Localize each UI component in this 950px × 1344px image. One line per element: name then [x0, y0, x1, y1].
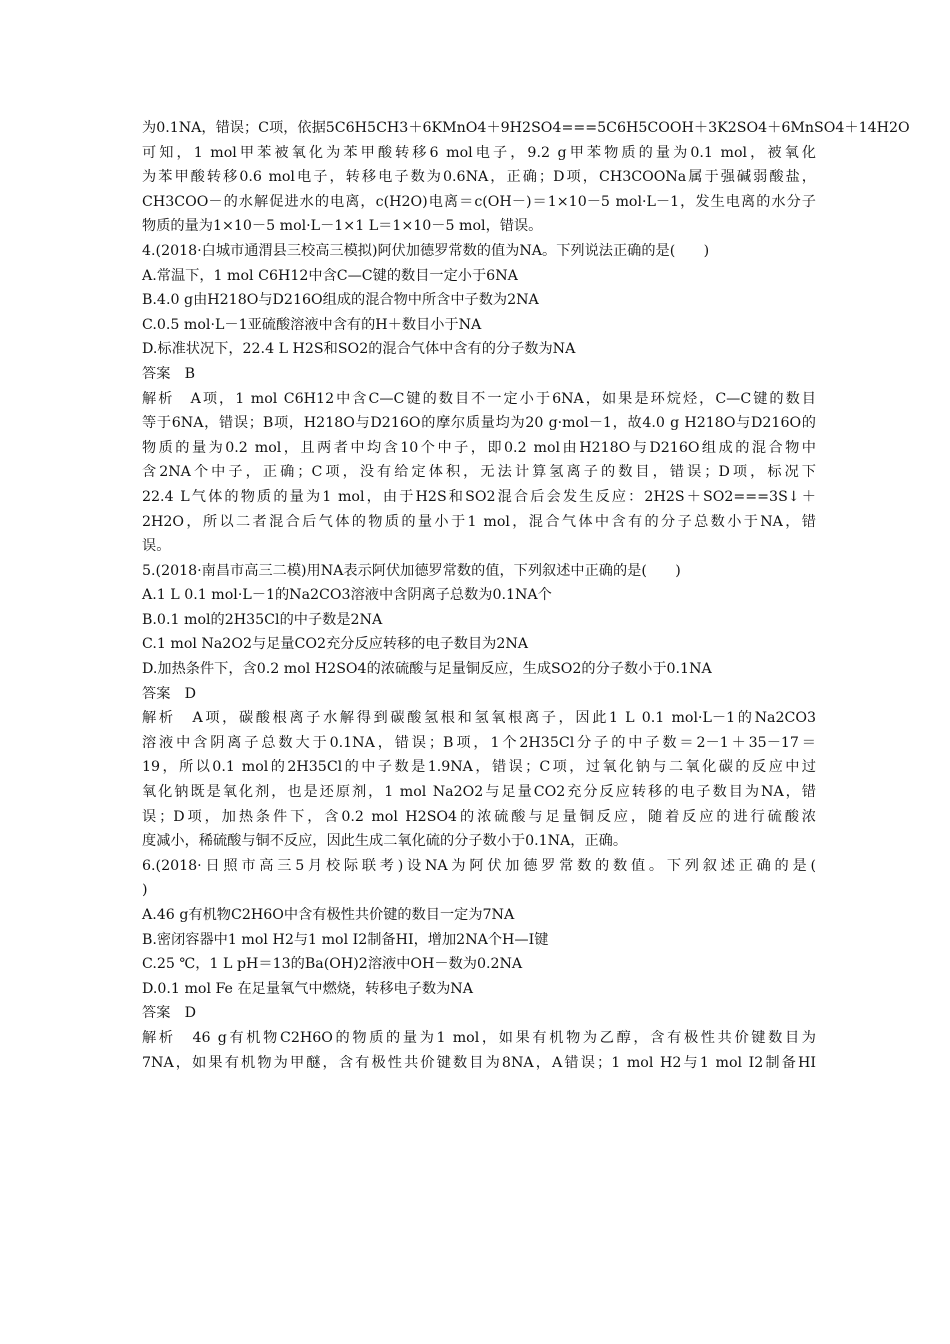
answer-line: 答案 D: [142, 685, 196, 702]
analysis-line: 溶液中含阴离子总数大于0.1NA，错误；B项，1个2H35Cl分子的中子数＝2－1＋35－17＝: [142, 734, 816, 751]
analysis-line: 等于6NA，错误；B项，H218O与D216O的摩尔质量均为20 g·mol－1，故4.0 g H218O与D216O的: [142, 415, 816, 432]
question-5-stem: 5.(2018·南昌市高三二模)用NA表示阿伏加德罗常数的值，下列叙述中正确的是( ): [142, 562, 681, 579]
analysis-line: 物质的量为0.2 mol，且两者中均含10个中子，即0.2 mol由H218O与D216O组成的混合物中: [142, 439, 816, 456]
analysis-line: 误。: [142, 538, 171, 555]
text-line: 为0.1NA，错误；C项，依据5C6H5CH3＋6KMnO4＋9H2SO4===5C6H5COOH＋3K2SO4＋6MnSO4＋14H2O: [142, 120, 910, 136]
option-a: A.1 L 0.1 mol·L－1的Na2CO3溶液中含阴离子总数为0.1NA个: [142, 587, 552, 604]
analysis-line: 氧化钠既是氧化剂，也是还原剂，1 mol Na2O2与足量CO2充分反应转移的电子数目为NA，错: [142, 784, 816, 801]
document-page: [142, 116, 910, 1075]
option-d: D.0.1 mol Fe 在足量氧气中燃烧，转移电子数为NA: [142, 980, 473, 997]
analysis-line: 2H2O，所以二者混合后气体的物质的量小于1 mol，混合气体中含有的分子总数小于NA，错: [142, 513, 816, 530]
text-line: 可知，1 mol甲苯被氧化为苯甲酸转移6 mol电子，9.2 g甲苯物质的量为0.1 mol，被氧化: [142, 144, 816, 161]
option-b: B.密闭容器中1 mol H2与1 mol I2制备HI，增加2NA个H—I键: [142, 931, 549, 948]
analysis-line: 误；D项，加热条件下，含0.2 mol H2SO4的浓硫酸与足量铜反应，随着反应的进行硫酸浓: [142, 808, 816, 825]
analysis-line: 19，所以0.1 mol的2H35Cl的中子数是1.9NA，错误；C项，过氧化钠与二氧化碳的反应中过: [142, 759, 816, 776]
text-line: 为苯甲酸转移0.6 mol电子，转移电子数为0.6NA，正确；D项，CH3COONa属于强碱弱酸盐，: [142, 169, 816, 186]
option-d: D.加热条件下，含0.2 mol H2SO4的浓硫酸与足量铜反应，生成SO2的分子数小于0.1NA: [142, 661, 712, 678]
question-4-stem: 4.(2018·白城市通渭县三校高三模拟)阿伏加德罗常数的值为NA。下列说法正确的是( ): [142, 242, 710, 259]
option-c: C.25 ℃，1 L pH＝13的Ba(OH)2溶液中OH－数为0.2NA: [142, 956, 523, 973]
answer-line: 答案 B: [142, 365, 195, 382]
option-b: B.0.1 mol的2H35Cl的中子数是2NA: [142, 611, 383, 628]
option-c: C.0.5 mol·L－1亚硫酸溶液中含有的H＋数目小于NA: [142, 316, 482, 333]
text-line: 物质的量为1×10－5 mol·L－1×1 L＝1×10－5 mol，错误。: [142, 218, 543, 235]
analysis-line: 度减小，稀硫酸与铜不反应，因此生成二氧化硫的分子数小于0.1NA，正确。: [142, 833, 628, 850]
question-6-stem: 6.(2018·日照市高三5月校际联考)设NA为阿伏加德罗常数的数值。下列叙述正确的是(: [142, 857, 816, 874]
answer-line: 答案 D: [142, 1005, 196, 1022]
option-b: B.4.0 g由H218O与D216O组成的混合物中所含中子数为2NA: [142, 292, 539, 309]
option-c: C.1 mol Na2O2与足量CO2充分反应转移的电子数目为2NA: [142, 636, 529, 653]
text-line: CH3COO－的水解促进水的电离，c(H2O)电离＝c(OH－)＝1×10－5 mol·L－1，发生电离的水分子: [142, 193, 816, 210]
analysis-line: 解析 46 g有机物C2H6O的物质的量为1 mol，如果有机物为乙醇，含有极性共价键数目为: [142, 1029, 816, 1046]
analysis-line: 含2NA个中子，正确；C项，没有给定体积，无法计算氢离子的数目，错误；D项，标况下: [142, 464, 816, 481]
option-a: A.常温下，1 mol C6H12中含C—C键的数目一定小于6NA: [142, 267, 518, 284]
option-a: A.46 g有机物C2H6O中含有极性共价键的数目一定为7NA: [142, 907, 515, 923]
analysis-line: 22.4 L气体的物质的量为1 mol，由于H2S和SO2混合后会发生反应：2H2S＋SO2===3S↓＋: [142, 488, 816, 505]
analysis-line: 7NA，如果有机物为甲醚，含有极性共价键数目为8NA，A错误；1 mol H2与1 mol I2制备HI: [142, 1054, 816, 1071]
analysis-line: 解析 A项，1 mol C6H12中含C—C键的数目不一定小于6NA，如果是环烷烃，C—C键的数目: [142, 390, 816, 407]
option-d: D.标准状况下，22.4 L H2S和SO2的混合气体中含有的分子数为NA: [142, 341, 576, 358]
analysis-line: 解析 A项，碳酸根离子水解得到碳酸氢根和氢氧根离子，因此1 L 0.1 mol·L－1的Na2CO3: [142, 710, 816, 727]
question-6-stem: ): [142, 882, 148, 899]
